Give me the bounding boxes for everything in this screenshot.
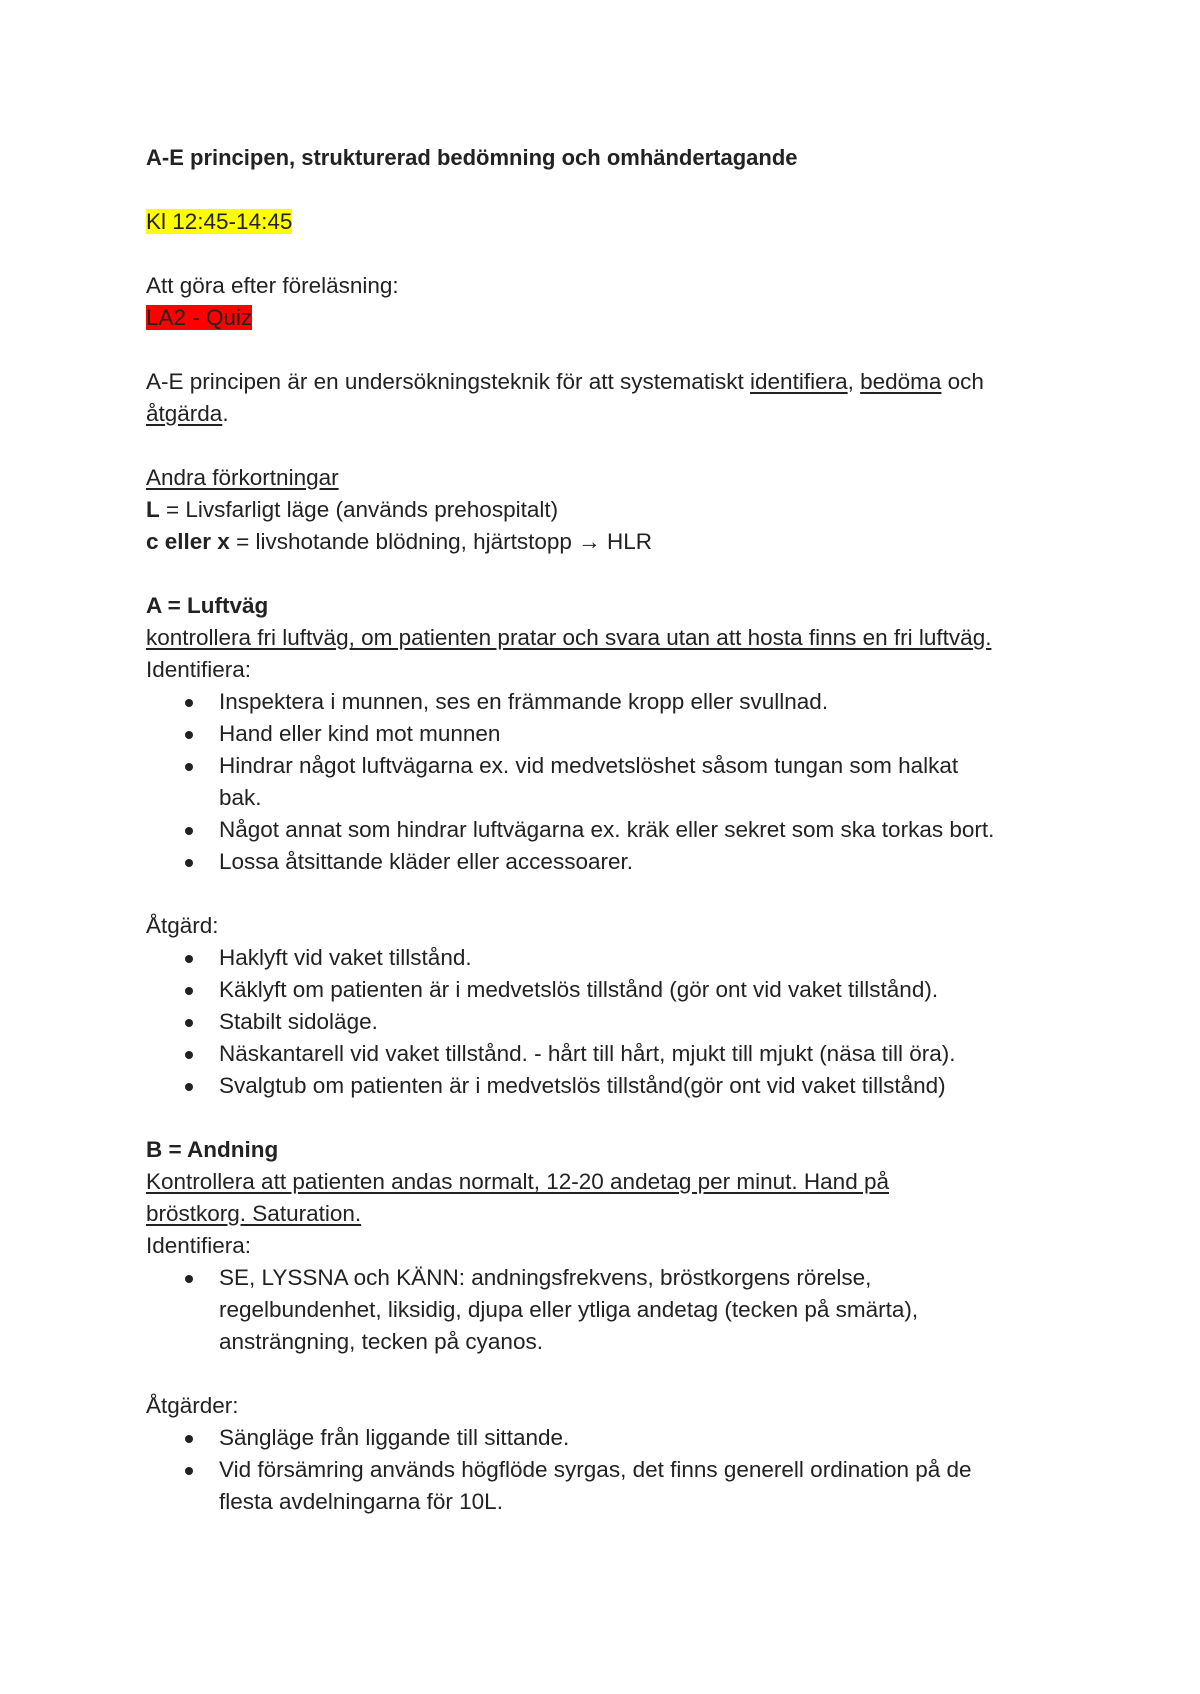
document-title: A-E principen, strukturerad bedömning och omhändertagande (146, 145, 798, 170)
section-b-description-2: bröstkorg. Saturation. (146, 1201, 362, 1226)
section-a-description-line (146, 622, 1086, 654)
bullet-icon (185, 699, 193, 707)
todo-item-highlight: LA2 - Quiz (146, 305, 253, 330)
intro-line-1: A-E principen är en undersökningsteknik för att systematiskt identifiera, bedöma och (146, 369, 984, 394)
bullet-icon (185, 1435, 193, 1443)
bullet-icon (185, 859, 193, 867)
section-a-identify-list (146, 686, 1086, 878)
bullet-icon (185, 1019, 193, 1027)
abbrev-heading: Andra förkortningar (146, 465, 339, 490)
bullet-icon (185, 1051, 193, 1059)
list-item: Käklyft om patienten är i medvetslös tillstånd (gör ont vid vaket tillstånd). (146, 974, 1086, 1006)
section-b-action-label: Åtgärder: (146, 1393, 239, 1418)
word-identifiera: identifiera (750, 369, 848, 394)
bullet-icon (185, 1467, 193, 1475)
todo-line (146, 302, 1086, 334)
section-b-identify-list (146, 1262, 1086, 1358)
time-line (146, 206, 1086, 238)
intro-line-2: åtgärda. (146, 401, 229, 426)
section-a-action-label: Åtgärd: (146, 913, 219, 938)
section-b-identify-label: Identifiera: (146, 1233, 252, 1258)
section-a-action-list (146, 942, 1086, 1102)
section-a-description: kontrollera fri luftväg, om patienten pratar och svara utan att hosta finns en fri luftväg. (146, 625, 992, 650)
section-a-heading: A = Luftväg (146, 593, 269, 618)
list-item: Inspektera i munnen, ses en främmande kropp eller svullnad. (146, 686, 1086, 718)
bullet-icon (185, 1083, 193, 1091)
section-b-description-line-1 (146, 1166, 1086, 1198)
list-item: Något annat som hindrar luftvägarna ex. kräk eller sekret som ska torkas bort. (146, 814, 1086, 846)
list-item: Svalgtub om patienten är i medvetslös tillstånd(gör ont vid vaket tillstånd) (146, 1070, 1086, 1102)
list-item: Vid försämring används högflöde syrgas, det finns generell ordination på de flesta avdelningarna för 10L. (146, 1454, 1086, 1518)
time-highlight: Kl 12:45-14:45 (146, 209, 293, 234)
abbrev-heading-line (146, 462, 1086, 494)
word-bedoma: bedöma (860, 369, 942, 394)
section-b-heading: B = Andning (146, 1137, 279, 1162)
list-item: Hand eller kind mot munnen (146, 718, 1086, 750)
todo-label: Att göra efter föreläsning: (146, 273, 399, 298)
list-item: Sängläge från liggande till sittande. (146, 1422, 1086, 1454)
word-atgarda: åtgärda (146, 401, 223, 426)
bullet-icon (185, 1275, 193, 1283)
document-body (146, 142, 1086, 1518)
bullet-icon (185, 987, 193, 995)
list-item: Hindrar något luftvägarna ex. vid medvetslöshet såsom tungan som halkat bak. (146, 750, 1086, 814)
bullet-icon (185, 955, 193, 963)
bullet-icon (185, 763, 193, 771)
section-a-identify-label: Identifiera: (146, 657, 252, 682)
section-b-action-list (146, 1422, 1086, 1518)
list-item: SE, LYSSNA och KÄNN: andningsfrekvens, bröstkorgens rörelse, regelbundenhet, liksidig, djupa eller ytliga andetag (tecken på smärta), ansträngning, tecken på cyanos. (146, 1262, 1086, 1358)
list-item: Lossa åtsittande kläder eller accessoarer. (146, 846, 1086, 878)
section-b-description-1: Kontrollera att patienten andas normalt, 12-20 andetag per minut. Hand på (146, 1169, 889, 1194)
list-item: Stabilt sidoläge. (146, 1006, 1086, 1038)
list-item: Näskantarell vid vaket tillstånd. - hårt till hårt, mjukt till mjukt (näsa till öra). (146, 1038, 1086, 1070)
list-item: Haklyft vid vaket tillstånd. (146, 942, 1086, 974)
abbrev-l: L = Livsfarligt läge (används prehospitalt) (146, 497, 559, 522)
bullet-icon (185, 731, 193, 739)
bullet-icon (185, 827, 193, 835)
section-b-description-line-2 (146, 1198, 1086, 1230)
abbrev-c: c eller x = livshotande blödning, hjärtstopp → HLR (146, 529, 652, 554)
